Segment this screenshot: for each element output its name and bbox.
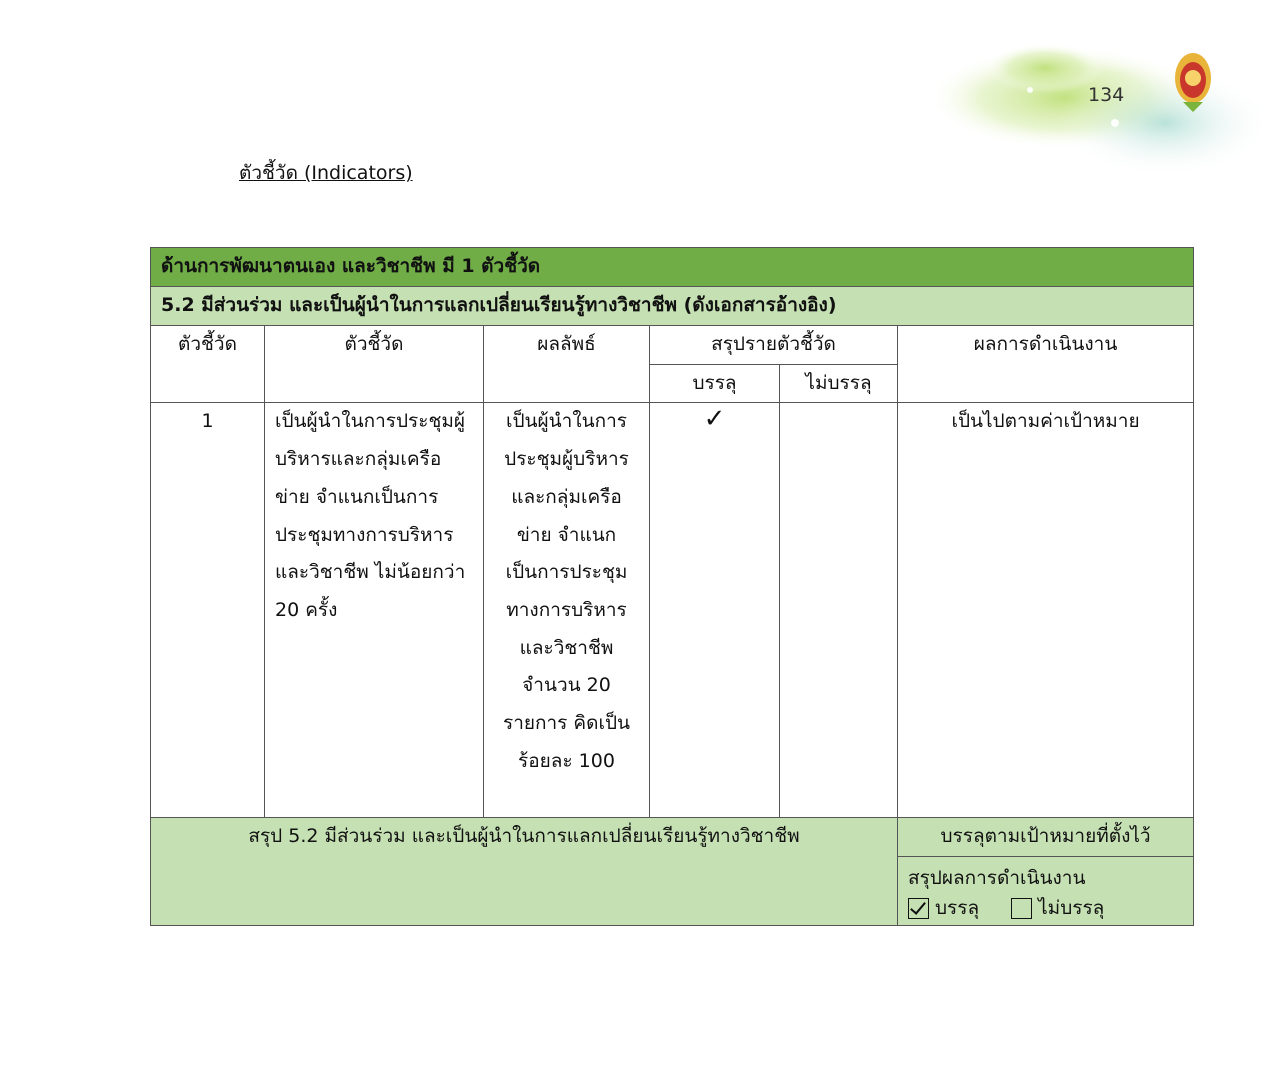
summary-status: บรรลุตามเป้าหมายที่ตั้งไว้ (898, 818, 1194, 857)
indicator-table (150, 247, 1194, 926)
table-subtitle: 5.2 มีส่วนร่วม และเป็นผู้นำในการแลกเปลี่ยนเรียนรู้ทางวิชาชีพ (ดังเอกสารอ้างอิง) (151, 287, 1194, 326)
row-not-achieved (780, 403, 898, 818)
row-performance: เป็นไปตามค่าเป้าหมาย (898, 403, 1194, 818)
header-row (151, 326, 1194, 365)
header-achieved: บรรลุ (650, 364, 780, 403)
row-achieved (650, 403, 780, 818)
checkmark-icon: ✓ (703, 404, 726, 435)
achieved-label: บรรลุ (935, 897, 980, 920)
checkbox-empty-icon[interactable] (1011, 898, 1032, 919)
header-result: ผลลัพธ์ (484, 326, 650, 403)
header-performance: ผลการดำเนินงาน (898, 326, 1194, 403)
table-row (151, 403, 1194, 818)
page-number: 134 (1088, 84, 1125, 106)
header-indicator: ตัวชี้วัด (265, 326, 484, 403)
header-number: ตัวชี้วัด (151, 326, 265, 403)
table-subtitle-row (151, 287, 1194, 326)
summary-checkboxes (908, 893, 1183, 923)
checkbox-checked-icon[interactable] (908, 898, 929, 919)
row-number: 1 (151, 403, 265, 818)
table-title-row (151, 248, 1194, 287)
not-achieved-label: ไม่บรรลุ (1038, 897, 1105, 920)
summary-result-label: สรุปผลการดำเนินงาน (908, 867, 1086, 890)
table-title: ด้านการพัฒนาตนเอง และวิชาชีพ มี 1 ตัวชี้วัด (151, 248, 1194, 287)
summary-result-cell (898, 857, 1194, 926)
summary-label: สรุป 5.2 มีส่วนร่วม และเป็นผู้นำในการแลกเปลี่ยนเรียนรู้ทางวิชาชีพ (151, 818, 898, 926)
header-banner (925, 28, 1275, 193)
row-result: เป็นผู้นำในการประชุมผู้บริหาร และกลุ่มเครือข่าย จำแนกเป็นการประชุมทางการบริหารและวิชาชีพ จำนวน 20 รายการ คิดเป็น ร้อยละ 100 (484, 403, 650, 818)
summary-row (151, 818, 1194, 857)
header-summary: สรุปรายตัวชี้วัด (650, 326, 898, 365)
page-heading: ตัวชี้วัด (Indicators) (239, 162, 413, 184)
header-not-achieved: ไม่บรรลุ (780, 364, 898, 403)
row-indicator: เป็นผู้นำในการประชุมผู้บริหารและกลุ่มเครือข่าย จำแนกเป็นการประชุมทางการบริหารและวิชาชีพ ไม่น้อยกว่า 20 ครั้ง (265, 403, 484, 818)
